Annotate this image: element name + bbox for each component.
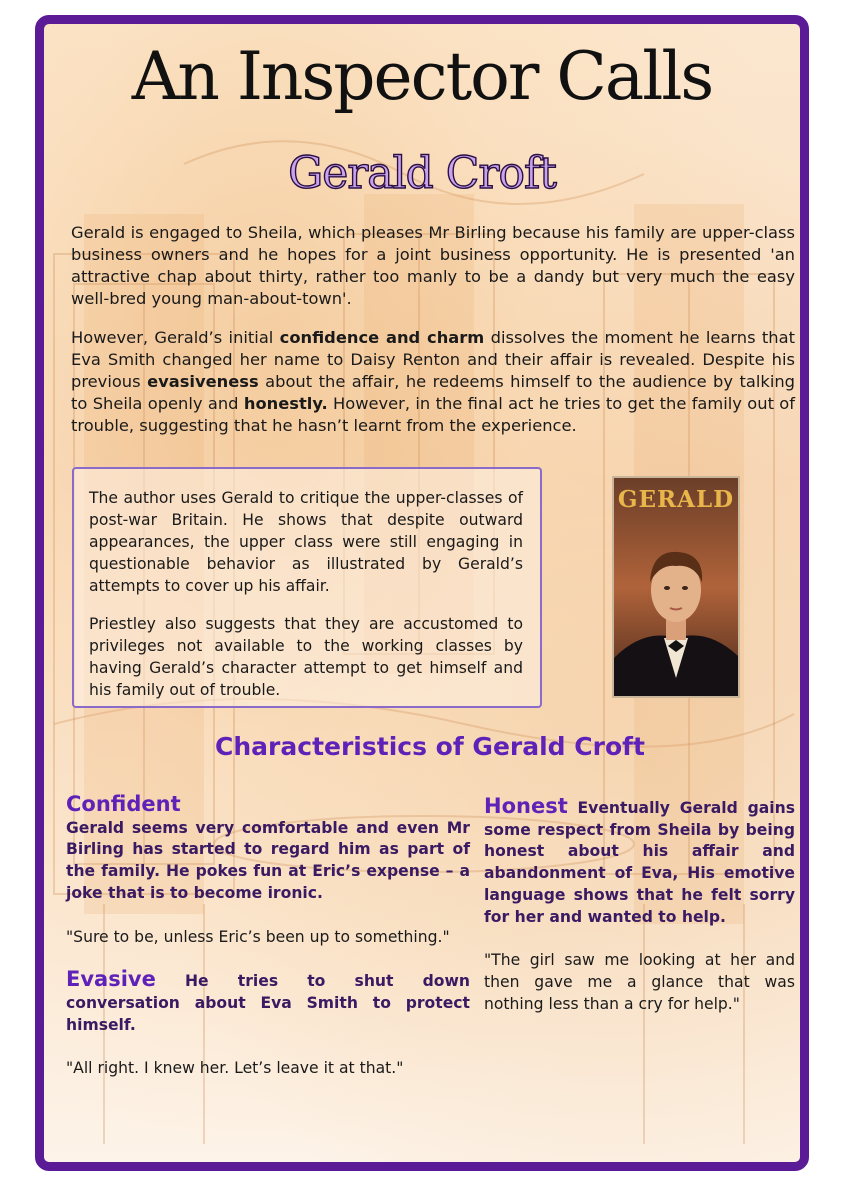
trait-description: Gerald seems very comfortable and even Mr Birling has started to regard him as part of the family. He pokes fun at Eric’s expense – a joke that is to become ironic. xyxy=(66,818,470,902)
critique-paragraph: The author uses Gerald to critique the upper-classes of post-war Britain. He shows that despite outward appearances, the upper class were still engaging in questionable behavior as illustrated by Gerald’s attempts to cover up his affair. xyxy=(89,489,523,595)
analysis-text: However, in the final act he tries to get the family out of trouble, suggesting that he hasn’t learnt from the experience. xyxy=(71,394,795,435)
page-frame xyxy=(35,15,809,1171)
trait-description: Eventually Gerald gains some respect from Sheila by being honest about his affair and abandonment of Eva, His emotive language shows that he felt sorry for her and wanted to help. xyxy=(484,799,795,926)
trait-name: Honest xyxy=(484,794,568,818)
analysis-text: However, Gerald’s initial xyxy=(71,328,280,347)
character-name-heading: Gerald Croft xyxy=(288,148,556,199)
trait-honest xyxy=(484,796,795,928)
trait-name: Evasive xyxy=(66,967,156,992)
page-title: An Inspector Calls xyxy=(131,38,713,115)
trait-evasive xyxy=(66,969,470,1036)
critique-paragraph: Priestley also suggests that they are accustomed to privileges not available to the working classes by having Gerald’s character attempt to get himself and his family out of trouble. xyxy=(89,615,523,699)
characteristics-left-column xyxy=(66,794,470,1080)
analysis-text: dissolves the moment he learns that Eva Smith changed her name to Daisy Renton and their affair is revealed. Despite his previous xyxy=(71,328,795,391)
characteristics-right-column xyxy=(484,796,795,1015)
analysis-paragraph xyxy=(71,327,795,437)
analysis-bold-honestly: honestly. xyxy=(243,394,328,413)
analysis-bold-confidence: confidence and charm xyxy=(279,328,485,347)
intro-paragraph: Gerald is engaged to Sheila, which pleases Mr Birling because his family are upper-class business owners and he hopes for a joint business opportunity. He is presented 'an attractive chap about thirty, rather too manly to be a dandy but very much the easy well-bred young man-about-town'. xyxy=(71,223,795,308)
poster-title: GERALD xyxy=(617,486,735,513)
quote-honest: "The girl saw me looking at her and then gave me a glance that was nothing less than a cry for help." xyxy=(484,951,795,1013)
trait-confident xyxy=(66,794,470,905)
critique-box xyxy=(72,467,542,708)
quote-evasive: "All right. I knew her. Let’s leave it at that." xyxy=(66,1059,404,1078)
analysis-bold-evasiveness: evasiveness xyxy=(147,372,259,391)
quote-confident: "Sure to be, unless Eric’s been up to something." xyxy=(66,927,450,946)
trait-name: Confident xyxy=(66,792,181,816)
gerald-poster-image xyxy=(612,476,740,698)
analysis-text: about the affair, he redeems himself to the audience by talking to Sheila openly and xyxy=(71,372,795,413)
characteristics-heading: Characteristics of Gerald Croft xyxy=(215,732,645,761)
trait-description: He tries to shut down conversation about Eva Smith to protect himself. xyxy=(66,972,470,1034)
